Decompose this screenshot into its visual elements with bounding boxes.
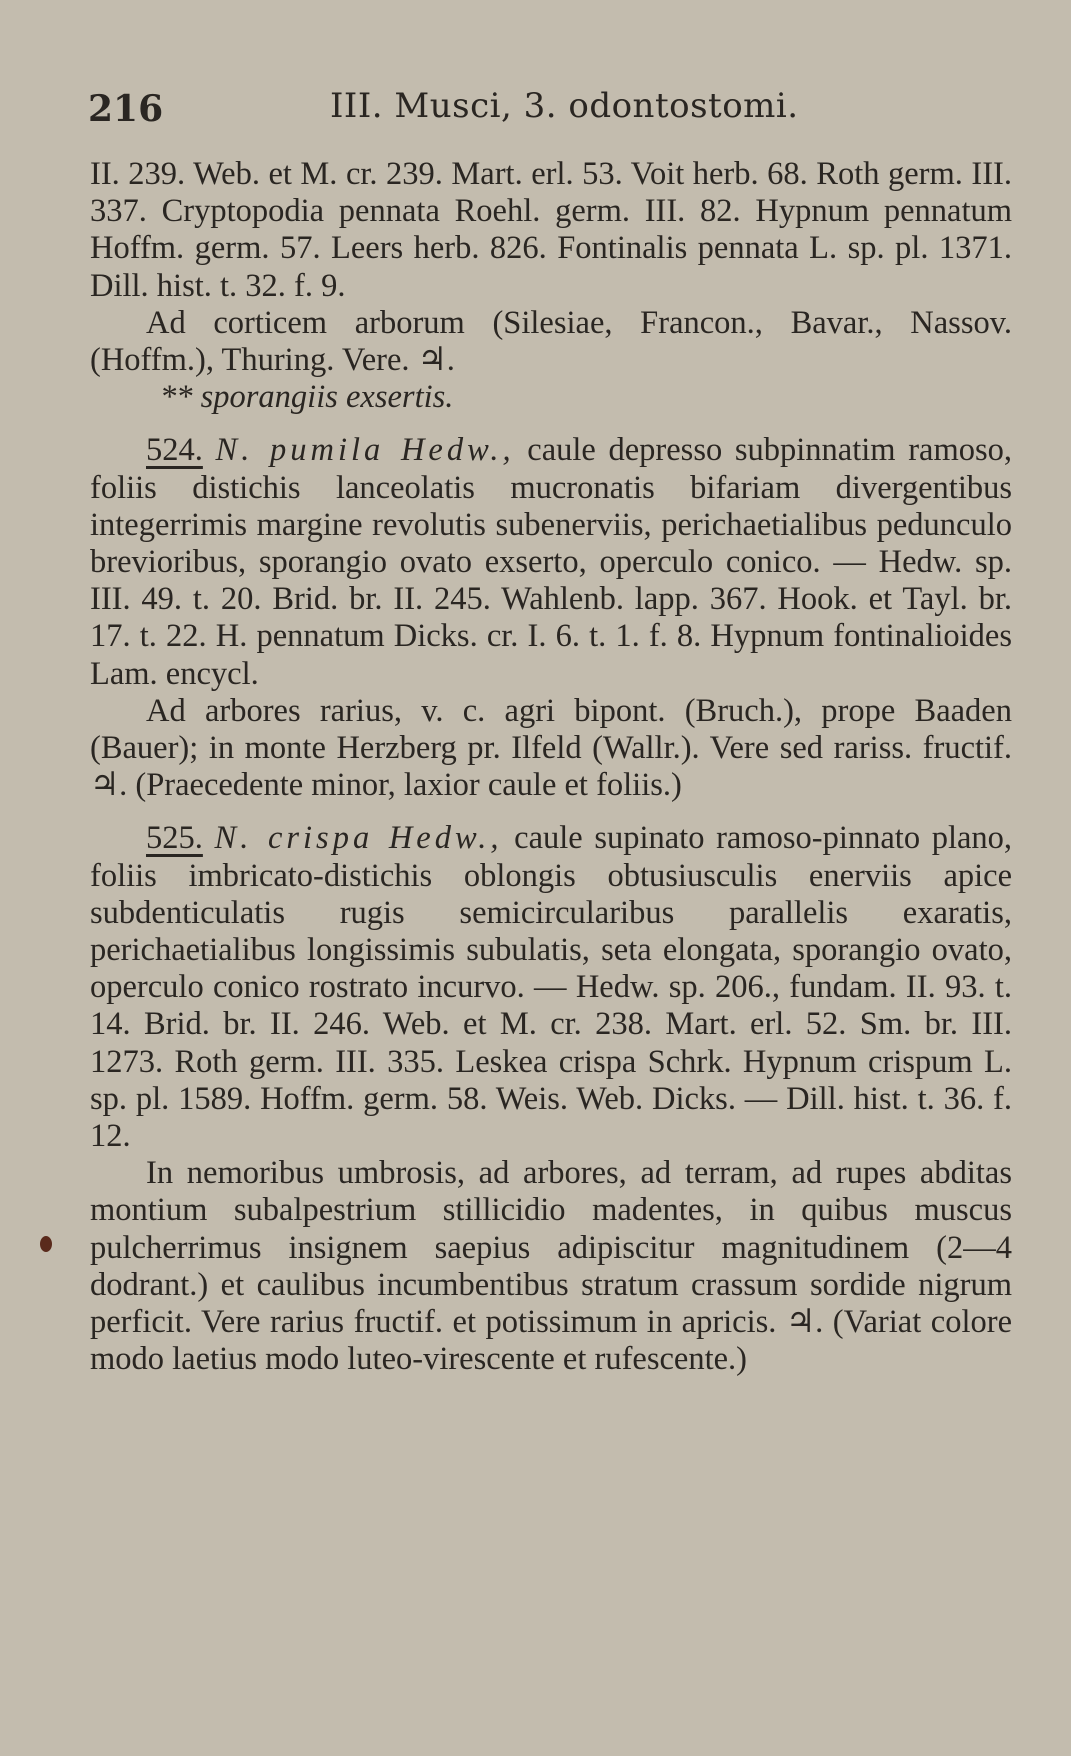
species-name: N. pumila Hedw., bbox=[215, 432, 515, 469]
references-paragraph: II. 239. Web. et M. cr. 239. Mart. erl. 53. Voit herb. 68. Roth germ. III. 337. Cryptopodia pennata Roehl. germ. III. 82. Hypnum pennatum Hoffm. germ. 57. Leers herb. 826. Fontinalis pennata L. sp. pl. 1371. Dill. hist. t. 32. f. 9. bbox=[90, 156, 1012, 304]
species-entry-525 bbox=[90, 820, 1012, 1155]
ink-speck bbox=[40, 1236, 52, 1252]
species-name: N. crispa Hedw., bbox=[214, 820, 503, 857]
habitat-paragraph: In nemoribus umbrosis, ad arbores, ad terram, ad rupes abditas montium subalpestrium stillicidio madentes, in quibus muscus pulcherrimus insignem saepius adipiscitur magnitudinem (2—4 dodrant.) et caulibus incumbentibus stratum crassum sordide nigrum perficit. Vere rarius fructif. et potissimum in apricis. ♃. (Variat colore modo laetius modo luteo-virescente et rufescente.) bbox=[90, 1155, 1012, 1378]
species-number: 524. bbox=[146, 432, 203, 469]
species-entry-524 bbox=[90, 432, 1012, 692]
running-head: III. Musci, 3. odontostomi. bbox=[330, 86, 799, 126]
page-header bbox=[0, 80, 1071, 130]
species-description: caule depresso subpinnatim ramoso, foliis distichis lanceolatis mucronatis bifariam divergentibus integerrimis margine revolutis subenerviis, perichaetialibus pedunculo brevioribus, sporangio ovato exserto, operculo conico. — Hedw. sp. III. 49. t. 20. Brid. br. II. 245. Wahlenb. lapp. 367. Hook. et Tayl. br. 17. t. 22. H. pennatum Dicks. cr. I. 6. t. 1. f. 8. Hypnum fontinalioides Lam. encycl. bbox=[90, 432, 1013, 692]
habitat-paragraph: Ad arbores rarius, v. c. agri bipont. (Bruch.), prope Baaden (Bauer); in monte Herzberg pr. Ilfeld (Wallr.). Vere sed rariss. fructif. ♃. (Praecedente minor, laxior caule et foliis.) bbox=[90, 692, 1012, 804]
page-body bbox=[90, 156, 1012, 1379]
species-number: 525. bbox=[146, 820, 203, 857]
species-description: caule supinato ramoso-pinnato plano, foliis imbricato-distichis oblongis obtusiusculis enerviis apice subdenticulatis rugis semicircularibus parallelis exaratis, perichaetialibus longissimis subulatis, seta elongata, sporangio ovato, operculo conico rostrato incurvo. — Hedw. sp. 206., fundam. II. 93. t. 14. Brid. br. II. 246. Web. et M. cr. 238. Mart. erl. 52. Sm. br. III. 1273. Roth germ. III. 335. Leskea crispa Schrk. Hypnum crispum L. sp. pl. 1589. Hoffm. germ. 58. Weis. Web. Dicks. — Dill. hist. t. 36. f. 12. bbox=[90, 820, 1013, 1155]
section-subheading: ** sporangiis exsertis. bbox=[160, 379, 454, 416]
page-number: 216 bbox=[88, 88, 164, 130]
habitat-paragraph: Ad corticem arborum (Silesiae, Francon., Bavar., Nassov. (Hoffm.), Thuring. Vere. ♃. bbox=[90, 304, 1012, 379]
